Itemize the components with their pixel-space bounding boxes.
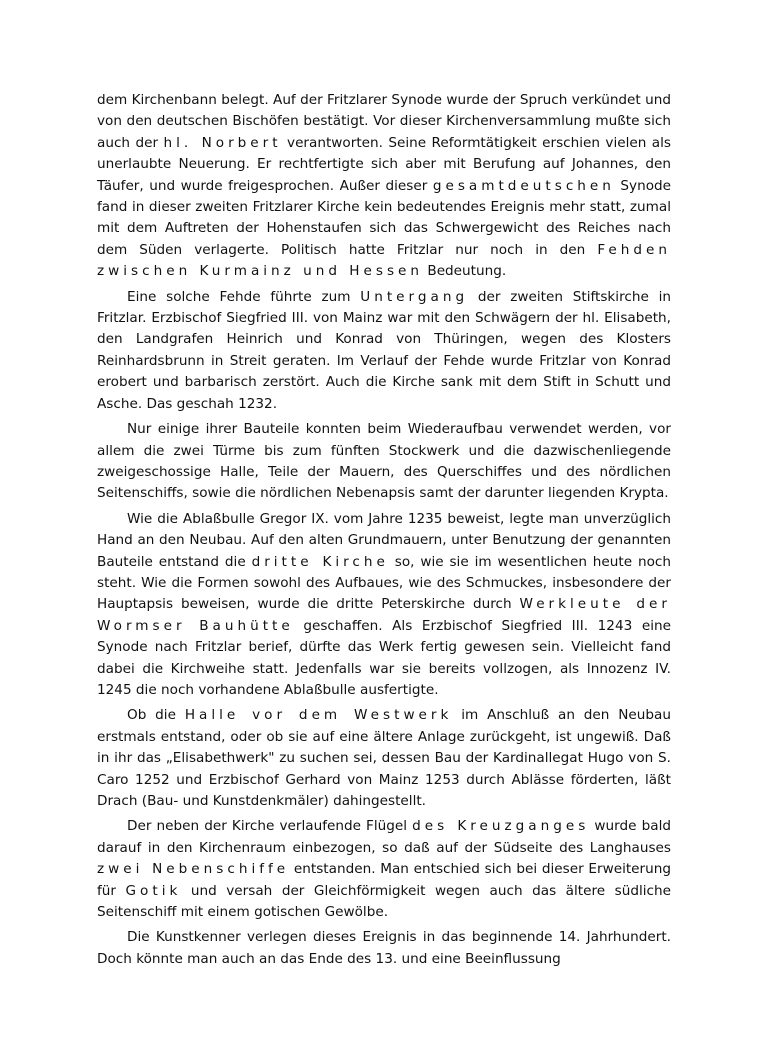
paragraph-text: Wie die Ablaßbulle Gregor IX. vom Jahre 1235 beweist, legte man unverzüglich Hand an den Neubau. Auf den alten Grundmauern, unter Benutzung der genannten Bauteile entstand die	[97, 510, 671, 570]
paragraph-text: Die Kunstkenner verlegen dieses Ereignis in das beginnende 14. Jahrhundert. Doch könnte man auch an das Ende des 13. und eine Beeinflussung	[97, 929, 671, 967]
paragraph-text: der zweiten Stiftskirche in Fritzlar. Erzbischof Siegfried III. von Mainz war mit den Schwägern der hl. Elisabeth, den Landgrafen Heinrich und Konrad von Thüringen, wegen des Klosters Reinhardsbrunn in Streit geraten. Im Verlauf der Fehde wurde Fritzlar von Konrad erobert und barbarisch zerstört. Auch die Kirche sank mit dem Stift in Schutt und Asche. Das geschah 1232.	[97, 288, 671, 412]
paragraph-text: im Anschluß an den Neubau erstmals entstand, oder ob sie auf eine ältere Anlage zurückgeht, ist ungewiß. Daß in ihr das „Elisabethwerk" zu suchen sei, dessen Bau der Kardinallegat Hugo von S. Caro 1252 und Erzbischof Gerhard von Mainz 1253 durch Ablässe förderten, läßt Drach (Bau- und Kunstdenkmäler) dahingestellt.	[97, 707, 671, 809]
emphasized-text: gesamtdeutschen	[432, 177, 615, 194]
paragraph-text: dem Kirchenbann belegt. Auf der Fritzlarer Synode wurde der Spruch verkündet und von den deutschen Bischöfen bestätigt. Vor dieser Kirchenversammlung mußte sich auch der	[97, 92, 671, 151]
body-paragraph	[97, 705, 671, 812]
document-page	[97, 90, 671, 974]
emphasized-text: Fehden zwischen Kurmainz und Hessen	[97, 241, 671, 280]
paragraph-text: Bedeutung.	[423, 263, 507, 280]
body-paragraph	[97, 287, 671, 415]
paragraph-text: und versah der Gleichförmigkeit wegen auch das ältere südliche Seitenschiff mit einem gotischen Gewölbe.	[97, 882, 671, 921]
emphasized-text: hl. Norbert	[163, 134, 282, 151]
paragraph-text: Ob die	[127, 707, 185, 724]
body-paragraph	[97, 927, 671, 970]
body-paragraph	[97, 509, 671, 702]
body-paragraph	[97, 816, 671, 923]
emphasized-text: Untergang	[360, 288, 469, 305]
emphasized-text: Gotik	[125, 882, 182, 899]
body-paragraph	[97, 419, 671, 505]
body-paragraph	[97, 90, 671, 283]
emphasized-text: dritte Kirche	[251, 553, 389, 570]
paragraph-text: Eine solche Fehde führte zum	[127, 288, 361, 305]
paragraph-text: verantworten. Seine Reformtätigkeit erschien vielen als unerlaubte Neuerung. Er rechtfertigte sich aber mit Berufung auf Johannes, den Täufer, und wurde freigesprochen. Außer dieser	[97, 134, 671, 194]
paragraph-text: Nur einige ihrer Bauteile konnten beim Wiederaufbau verwendet werden, vor allem die zwei Türme bis zum fünften Stockwerk und die dazwischenliegende zweigeschossige Halle, Teile der Mauern, des Querschiffes und des nördlichen Seitenschiffs, sowie die nördlichen Nebenapsis samt der darunter liegenden Krypta.	[97, 421, 671, 502]
paragraph-text: geschaffen. Als Erzbischof Siegfried III. 1243 eine Synode nach Fritzlar berief, dürfte das Werk fertig gewesen sein. Vielleicht fand dabei die Kirchweihe statt. Jedenfalls war sie bereits vollzogen, als Innozenz IV. 1245 die noch vorhandene Ablaßbulle ausfertigte.	[97, 617, 671, 698]
paragraph-text: Synode fand in dieser zweiten Fritzlarer Kirche kein bedeutendes Ereignis mehr statt, zumal mit dem Auftreten der Hohenstaufen sich das Schwergewicht des Reiches nach dem Süden verlagerte. Politisch hatte Fritzlar nur noch in den	[97, 177, 672, 258]
emphasized-text: des Kreuzganges	[412, 818, 590, 835]
paragraph-text: so, wie sie im wesentlichen heute noch steht. Wie die Formen sowohl des Aufbaues, wie des Schmuckes, insbesondere der Hauptapsis beweisen, wurde die dritte Peterskirche durch	[97, 553, 671, 613]
paragraph-text: wurde bald darauf in den Kirchenraum einbezogen, so daß auf der Südseite des Langhauses	[97, 818, 671, 856]
emphasized-text: Werkleute der Wormser Bauhütte	[97, 596, 671, 634]
emphasized-text: Halle vor dem Westwerk	[184, 707, 453, 724]
emphasized-text: zwei Nebenschiffe	[97, 861, 290, 878]
paragraph-text: entstanden. Man entschied sich bei dieser Erweiterung für	[97, 861, 671, 899]
paragraph-text: Der neben der Kirche verlaufende Flügel	[127, 818, 413, 835]
